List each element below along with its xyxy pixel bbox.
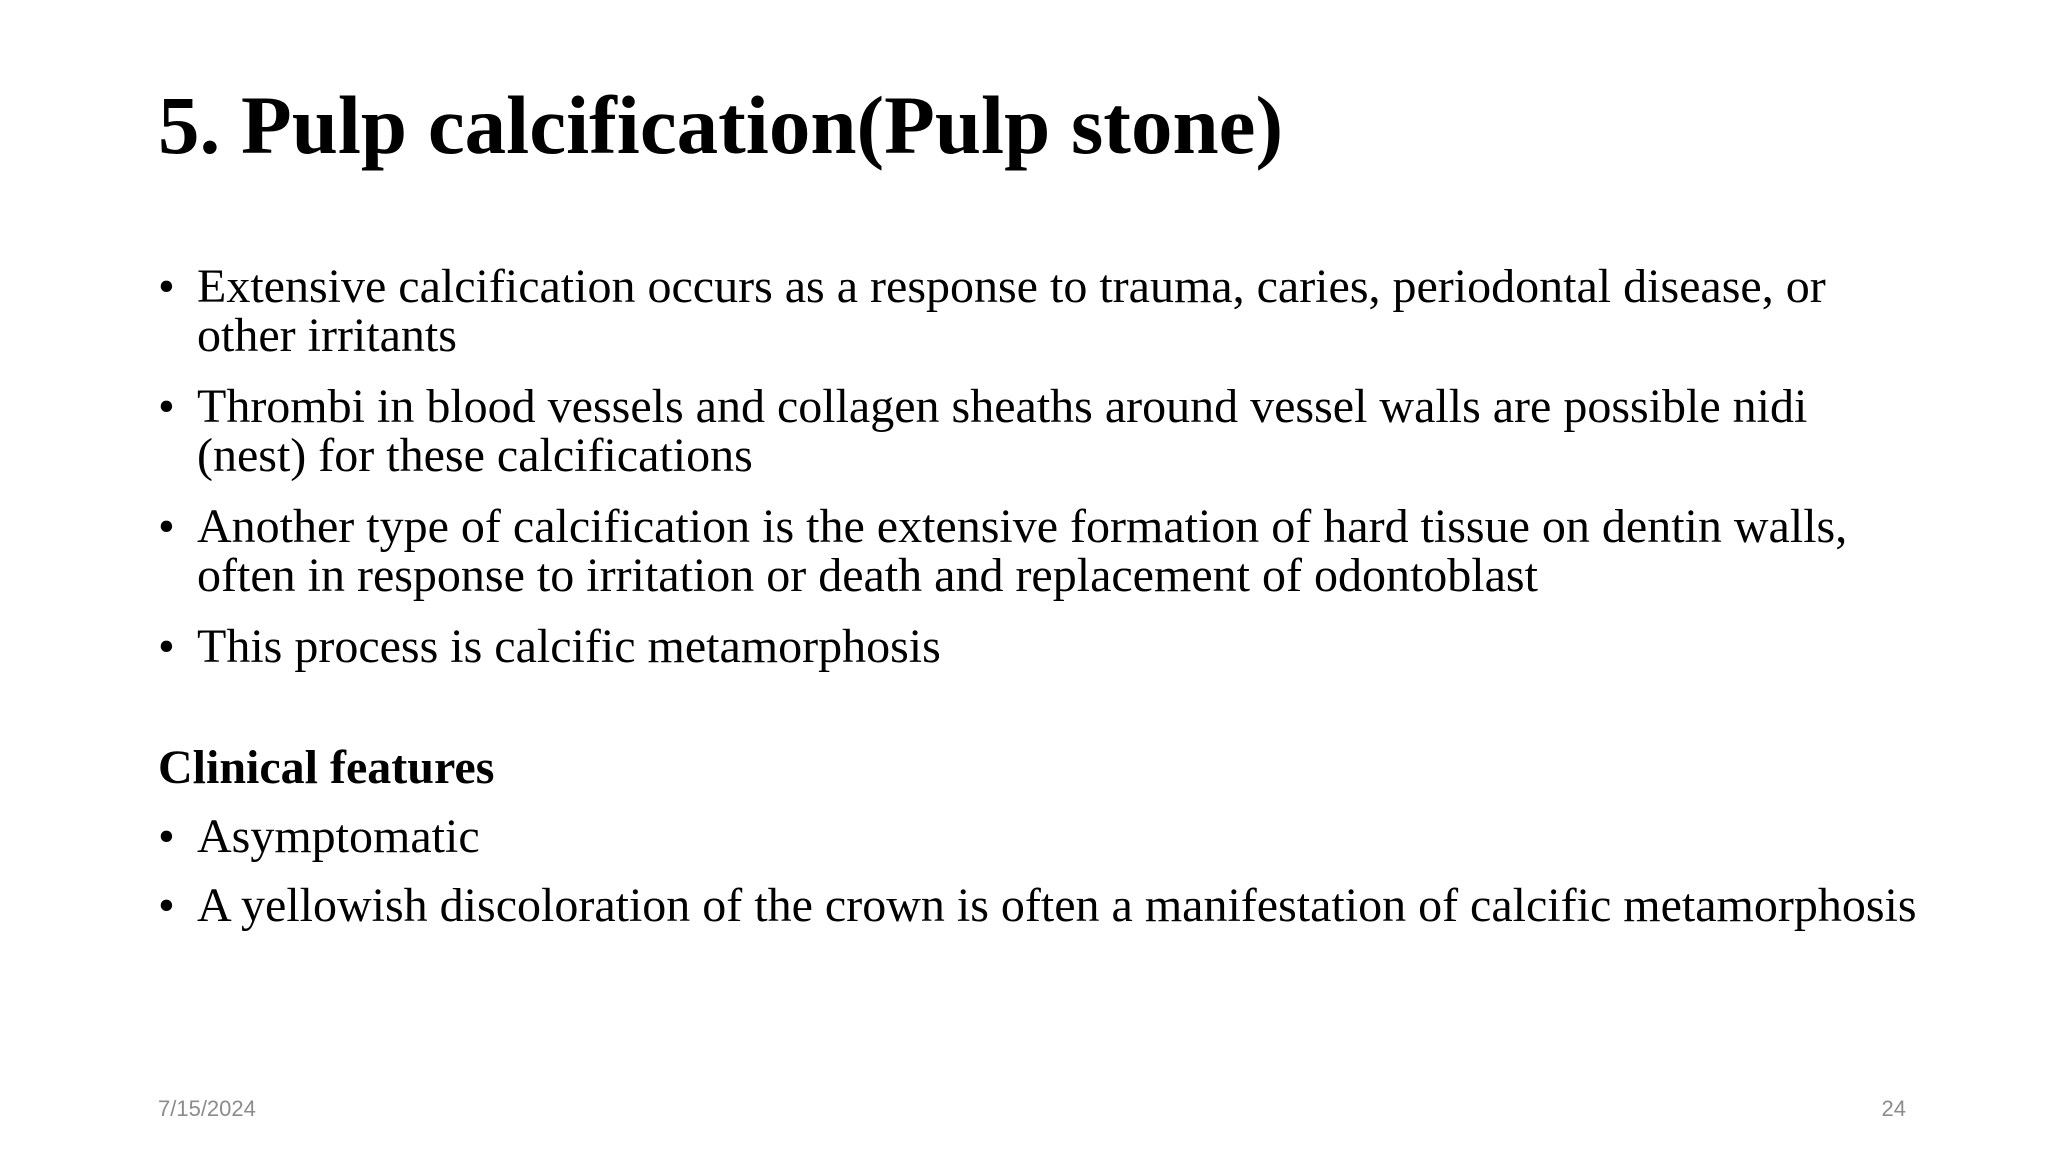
- clinical-features-list: [158, 812, 1918, 930]
- bullet-item: [158, 622, 1918, 671]
- bullet-list: [158, 262, 1918, 671]
- bullet-text: This process is calcific metamorphosis: [197, 620, 941, 673]
- bullet-marker: •: [158, 500, 175, 553]
- bullet-marker: •: [158, 380, 175, 433]
- bullet-item: [158, 881, 1918, 930]
- bullet-item: [158, 502, 1918, 600]
- bullet-item: [158, 812, 1918, 861]
- bullet-marker: •: [158, 620, 175, 673]
- bullet-marker: •: [158, 810, 175, 863]
- bullet-text: Another type of calcification is the extensive formation of hard tissue on dentin walls, often in response to irritation or death and replacement of odontoblast: [197, 500, 1848, 602]
- footer-page-number: 24: [1881, 1096, 1906, 1121]
- bullet-marker: •: [158, 879, 175, 932]
- bullet-marker: •: [158, 260, 175, 313]
- bullet-text: Thrombi in blood vessels and collagen sheaths around vessel walls are possible nidi (nest) for these calcifications: [197, 380, 1808, 482]
- footer-date: 7/15/2024: [158, 1096, 256, 1121]
- bullet-text: Extensive calcification occurs as a response to trauma, caries, periodontal disease, or other irritants: [197, 260, 1826, 362]
- slide-content: [158, 262, 1918, 950]
- clinical-features-heading: Clinical features: [158, 741, 495, 794]
- bullet-item: [158, 262, 1918, 360]
- bullet-text: Asymptomatic: [197, 810, 480, 863]
- bullet-item: [158, 382, 1918, 480]
- slide-title: 5. Pulp calcification(Pulp stone): [158, 79, 1284, 171]
- bullet-text: A yellowish discoloration of the crown is often a manifestation of calcific metamorphosis: [197, 879, 1917, 932]
